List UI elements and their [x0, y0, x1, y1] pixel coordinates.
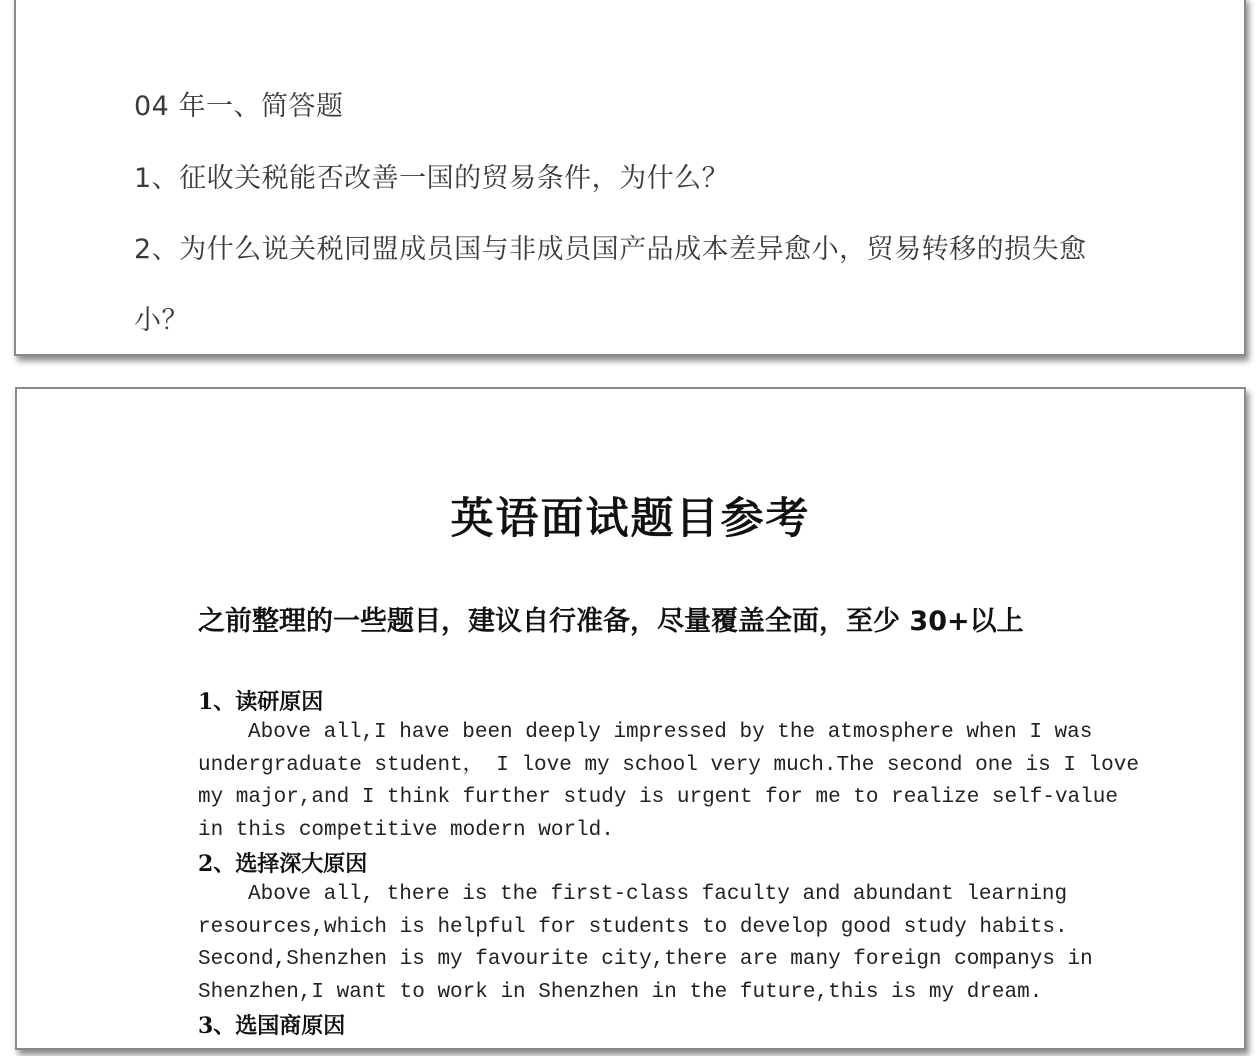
answer-line: in this competitive modern world.: [198, 818, 614, 842]
answer-line: my major,and I think further study is urgent for me to realize self-value: [198, 786, 1118, 809]
subtitle-text: 之前整理的一些题目，建议自行准备，尽量覆盖全面，至少: [198, 606, 910, 637]
section-2-heading: 2、选择深大原因: [198, 851, 368, 877]
answer-line: Shenzhen,I want to work in Shenzhen in the future,this is my dream.: [198, 980, 1043, 1004]
document-page-2: [15, 387, 1246, 1050]
section-3-heading: 3、选国商原因: [198, 1013, 346, 1039]
answer-line: Above all, there is the first-class faculty and abundant learning: [248, 883, 1068, 906]
subtitle-number: 30+: [909, 606, 970, 637]
question-2-line-2: 小？: [134, 305, 189, 336]
answer-line: Second,Shenzhen is my favourite city,there are many foreign companys in: [198, 948, 1093, 971]
answer-line: Above all,I have been deeply impressed by the atmosphere when I was: [248, 721, 1093, 744]
subtitle-suffix: 以上: [969, 606, 1024, 637]
section-1-heading: 1、读研原因: [198, 689, 324, 715]
answer-line: resources,which is helpful for students to develop good study habits.: [198, 915, 1068, 939]
question-2-line-1: 2、为什么说关税同盟成员国与非成员国产品成本差异愈小，贸易转移的损失愈: [134, 234, 1087, 265]
page-title: 英语面试题目参考: [450, 494, 811, 544]
document-page-1: [14, 0, 1246, 356]
section-1-answer: [198, 717, 1139, 847]
section-heading: 04 年一、简答题: [134, 91, 344, 122]
answer-line: undergraduate student， I love my school very much.The second one is I love: [198, 753, 1139, 777]
section-2-answer: [198, 879, 1093, 1009]
page-subtitle: [198, 599, 1024, 638]
question-1: 1、征收关税能否改善一国的贸易条件，为什么？: [134, 163, 730, 194]
